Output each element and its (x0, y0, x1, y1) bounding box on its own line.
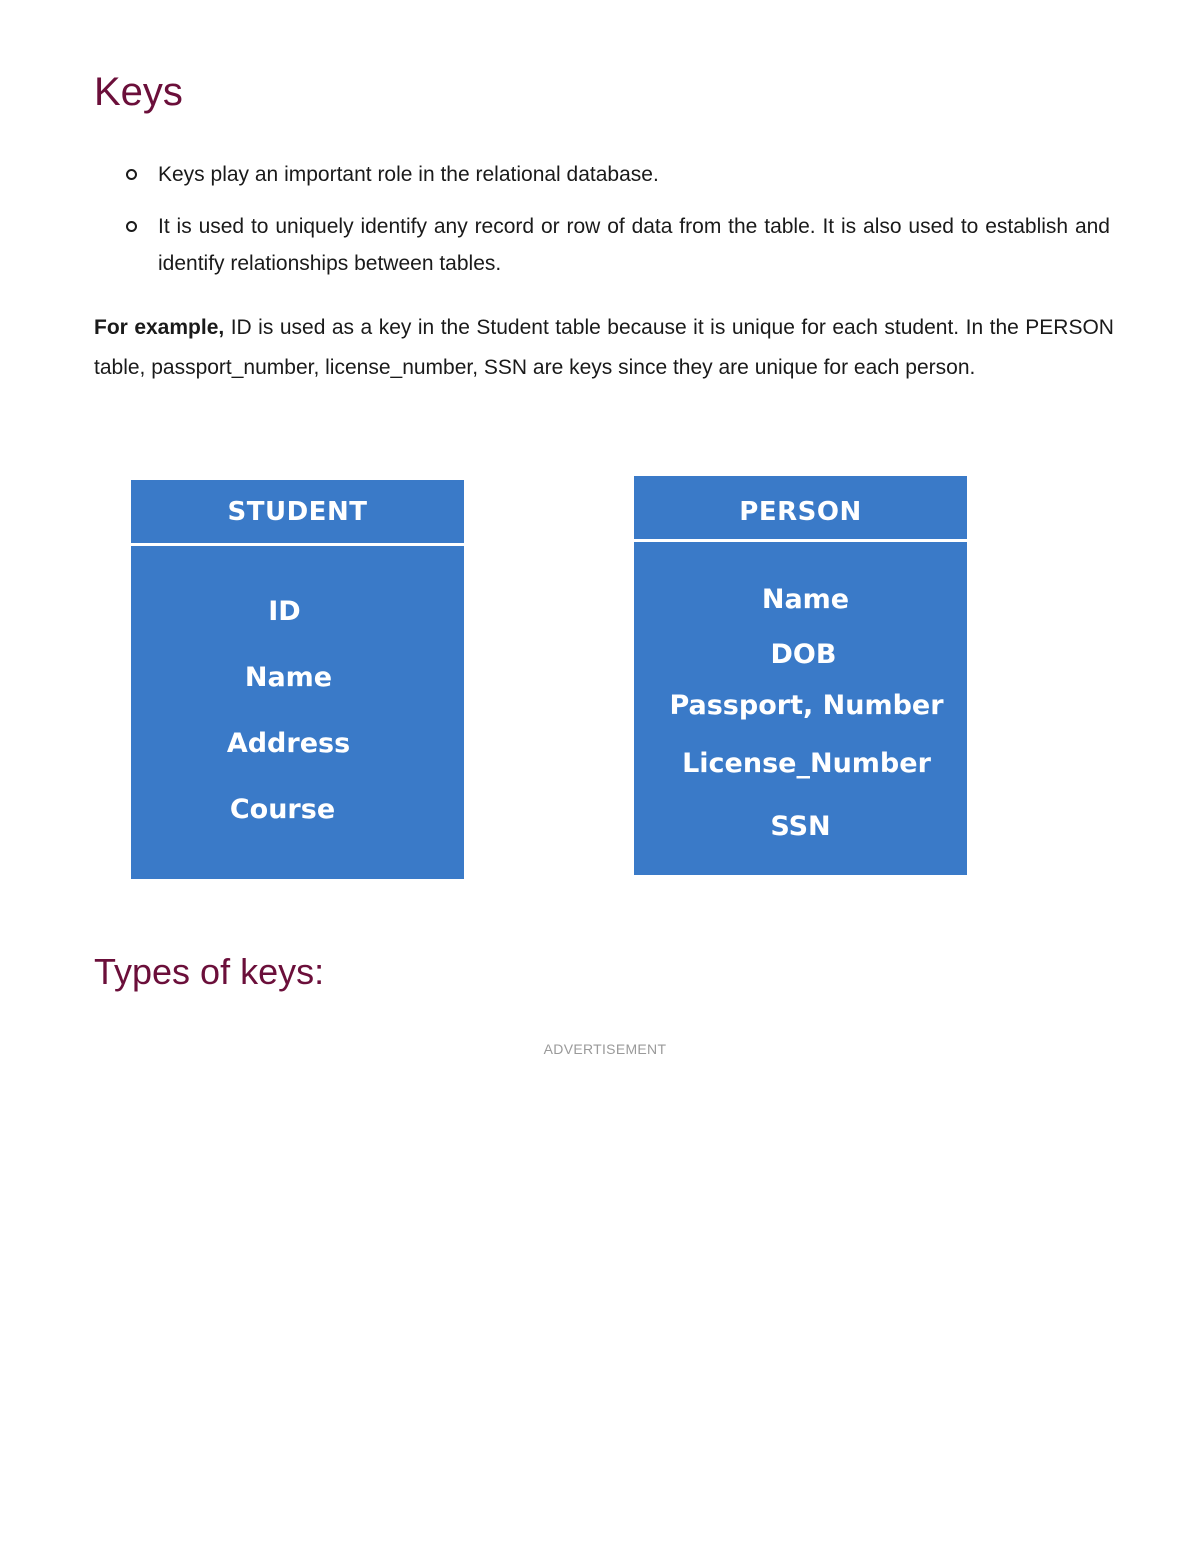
bullet-circle-icon (126, 221, 137, 232)
bullet-text: Keys play an important role in the relational database. (158, 163, 659, 186)
person-field-dob: DOB (770, 639, 837, 670)
person-field-license-number: License_Number (682, 748, 931, 779)
student-field-course: Course (229, 794, 336, 825)
bullet-list (126, 156, 1110, 297)
bullet-text: It is used to uniquely identify any record or row of data from the table. It is also used to establish and identify relationships between tables. (158, 215, 1110, 275)
person-field-ssn: SSN (770, 811, 831, 842)
section-title: Keys (94, 70, 183, 114)
person-table-title: PERSON (739, 497, 862, 527)
advertisement-label: ADVERTISEMENT (543, 1041, 667, 1057)
types-of-keys-heading: Types of keys: (94, 951, 325, 992)
person-field-name: Name (761, 584, 850, 615)
person-field-passport-number: Passport, Number (669, 690, 944, 721)
bullet-circle-icon (126, 169, 137, 180)
student-field-id: ID (268, 596, 301, 627)
student-table-title: STUDENT (227, 497, 368, 527)
header-divider (634, 539, 967, 542)
list-item (126, 156, 1110, 193)
student-table-diagram (131, 480, 464, 879)
student-field-address: Address (226, 728, 351, 759)
header-divider (131, 543, 464, 546)
student-field-name: Name (244, 662, 333, 693)
list-item (126, 208, 1110, 282)
example-lead: For example, (94, 316, 225, 339)
example-paragraph (94, 308, 1114, 388)
person-table-diagram (634, 476, 967, 875)
example-text: ID is used as a key in the Student table because it is unique for each student. In the PERSON table, passport_number, license_number, SSN are keys since they are unique for each person. (94, 316, 1114, 379)
